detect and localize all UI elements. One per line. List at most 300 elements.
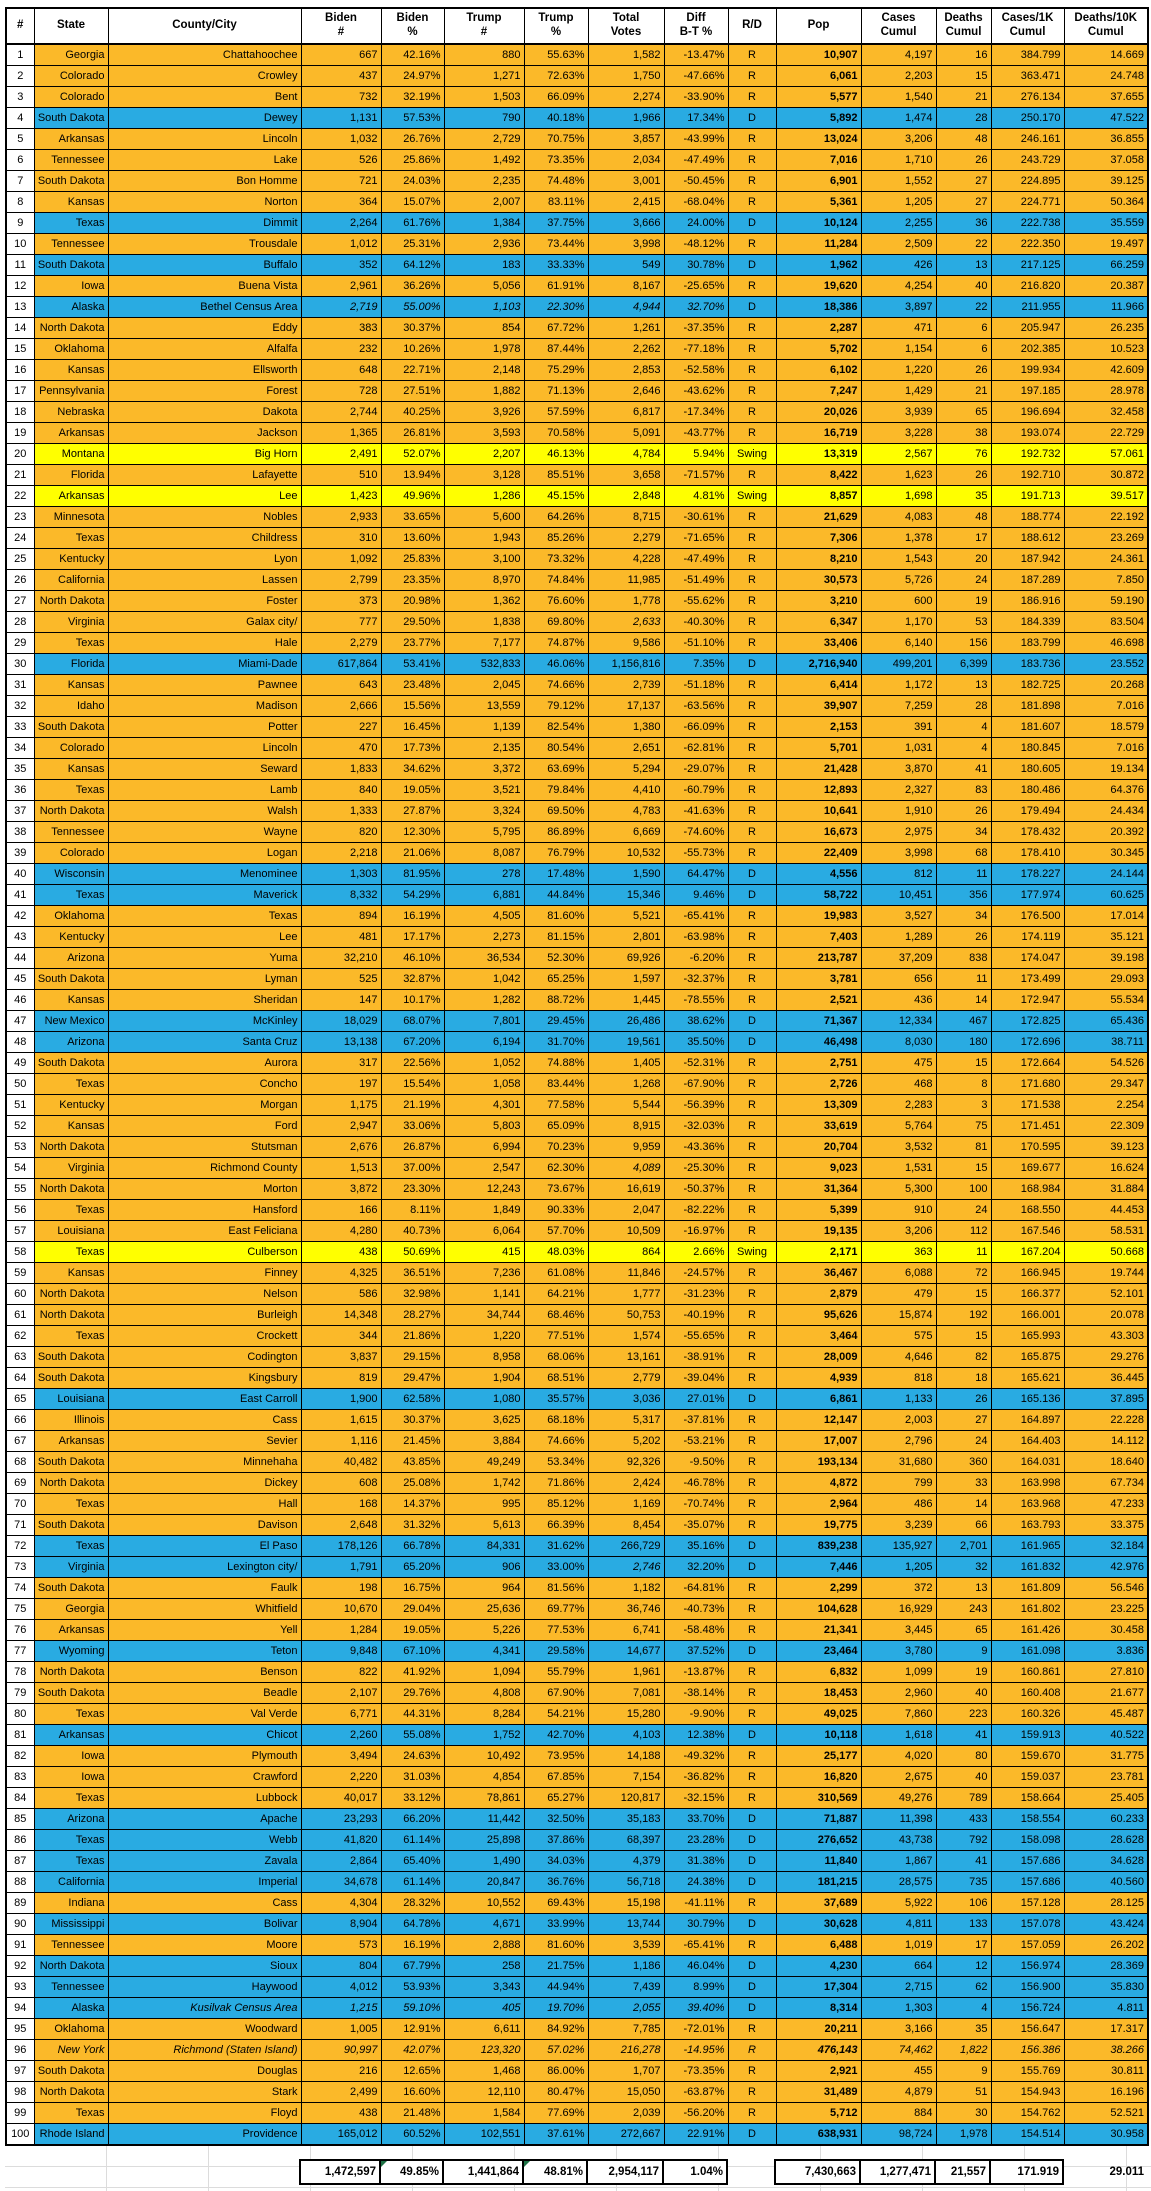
cell-rank[interactable]: 98 bbox=[6, 2082, 34, 2103]
cell-total-votes[interactable]: 2,279 bbox=[588, 528, 664, 549]
cell-trump-pct[interactable]: 17.48% bbox=[524, 864, 588, 885]
cell-trump-votes[interactable]: 1,103 bbox=[444, 297, 524, 318]
cell-deaths-10k[interactable]: 22.228 bbox=[1064, 1410, 1148, 1431]
cell-party[interactable]: R bbox=[728, 1599, 776, 1620]
cell-diff-bt-pct[interactable]: -9.90% bbox=[664, 1704, 728, 1725]
cell-rank[interactable]: 37 bbox=[6, 801, 34, 822]
cell-party[interactable]: D bbox=[728, 255, 776, 276]
cell-trump-pct[interactable]: 57.59% bbox=[524, 402, 588, 423]
cell-biden-pct[interactable]: 81.95% bbox=[381, 864, 444, 885]
cell-trump-pct[interactable]: 85.12% bbox=[524, 1494, 588, 1515]
cell-deaths-cumul[interactable]: 28 bbox=[936, 108, 991, 129]
cell-cases-1k[interactable]: 188.774 bbox=[991, 507, 1064, 528]
cell-party[interactable]: D bbox=[728, 297, 776, 318]
cell-state[interactable]: Texas bbox=[34, 1200, 108, 1221]
cell-state[interactable]: Tennessee bbox=[34, 1935, 108, 1956]
cell-total-votes[interactable]: 6,669 bbox=[588, 822, 664, 843]
cell-cases-cumul[interactable]: 1,698 bbox=[861, 486, 936, 507]
cell-trump-pct[interactable]: 19.70% bbox=[524, 1998, 588, 2019]
cell-pop[interactable]: 19,620 bbox=[776, 276, 861, 297]
cell-biden-pct[interactable]: 36.51% bbox=[381, 1263, 444, 1284]
cell-cases-cumul[interactable]: 468 bbox=[861, 1074, 936, 1095]
cell-trump-votes[interactable]: 3,324 bbox=[444, 801, 524, 822]
cell-party[interactable]: R bbox=[728, 402, 776, 423]
cell-deaths-10k[interactable]: 18.579 bbox=[1064, 717, 1148, 738]
cell-trump-votes[interactable]: 1,468 bbox=[444, 2061, 524, 2082]
cell-biden-pct[interactable]: 37.00% bbox=[381, 1158, 444, 1179]
cell-rank[interactable]: 29 bbox=[6, 633, 34, 654]
cell-diff-bt-pct[interactable]: 24.00% bbox=[664, 213, 728, 234]
cell-cases-1k[interactable]: 193.074 bbox=[991, 423, 1064, 444]
cell-deaths-cumul[interactable]: 6 bbox=[936, 339, 991, 360]
cell-cases-1k[interactable]: 156.647 bbox=[991, 2019, 1064, 2040]
cell-cases-cumul[interactable]: 4,254 bbox=[861, 276, 936, 297]
cell-rank[interactable]: 30 bbox=[6, 654, 34, 675]
cell-diff-bt-pct[interactable]: 17.34% bbox=[664, 108, 728, 129]
cell-trump-votes[interactable]: 2,888 bbox=[444, 1935, 524, 1956]
cell-party[interactable]: R bbox=[728, 1221, 776, 1242]
cell-deaths-cumul[interactable]: 26 bbox=[936, 927, 991, 948]
cell-biden-votes[interactable]: 352 bbox=[301, 255, 381, 276]
cell-pop[interactable]: 10,641 bbox=[776, 801, 861, 822]
cell-deaths-10k[interactable]: 26.202 bbox=[1064, 1935, 1148, 1956]
cell-deaths-10k[interactable]: 22.729 bbox=[1064, 423, 1148, 444]
cell-deaths-10k[interactable]: 40.560 bbox=[1064, 1872, 1148, 1893]
cell-state[interactable]: Iowa bbox=[34, 1746, 108, 1767]
cell-diff-bt-pct[interactable]: 4.81% bbox=[664, 486, 728, 507]
cell-cases-1k[interactable]: 156.900 bbox=[991, 1977, 1064, 1998]
cell-cases-cumul[interactable]: 2,255 bbox=[861, 213, 936, 234]
cell-state[interactable]: North Dakota bbox=[34, 1662, 108, 1683]
cell-rank[interactable]: 19 bbox=[6, 423, 34, 444]
cell-trump-pct[interactable]: 70.23% bbox=[524, 1137, 588, 1158]
cell-biden-pct[interactable]: 25.86% bbox=[381, 150, 444, 171]
cell-total-votes[interactable]: 3,539 bbox=[588, 1935, 664, 1956]
cell-diff-bt-pct[interactable]: -63.56% bbox=[664, 696, 728, 717]
cell-party[interactable]: R bbox=[728, 2103, 776, 2124]
cell-biden-votes[interactable]: 2,491 bbox=[301, 444, 381, 465]
column-header-biden[interactable]: Biden % bbox=[381, 8, 444, 44]
cell-cases-cumul[interactable]: 5,726 bbox=[861, 570, 936, 591]
cell-total-votes[interactable]: 5,544 bbox=[588, 1095, 664, 1116]
cell-deaths-cumul[interactable]: 19 bbox=[936, 591, 991, 612]
cell-deaths-cumul[interactable]: 3 bbox=[936, 1095, 991, 1116]
cell-pop[interactable]: 12,147 bbox=[776, 1410, 861, 1431]
total-pop[interactable]: 7,430,663 bbox=[775, 2160, 860, 2184]
cell-pop[interactable]: 19,983 bbox=[776, 906, 861, 927]
cell-total-votes[interactable]: 10,509 bbox=[588, 1221, 664, 1242]
cell-county[interactable]: Logan bbox=[108, 843, 301, 864]
cell-biden-votes[interactable]: 1,215 bbox=[301, 1998, 381, 2019]
cell-state[interactable]: North Dakota bbox=[34, 591, 108, 612]
cell-total-votes[interactable]: 1,778 bbox=[588, 591, 664, 612]
cell-party[interactable]: R bbox=[728, 1158, 776, 1179]
cell-cases-1k[interactable]: 163.968 bbox=[991, 1494, 1064, 1515]
cell-pop[interactable]: 6,832 bbox=[776, 1662, 861, 1683]
cell-cases-cumul[interactable]: 600 bbox=[861, 591, 936, 612]
cell-state[interactable]: North Dakota bbox=[34, 1473, 108, 1494]
cell-total-votes[interactable]: 7,439 bbox=[588, 1977, 664, 1998]
cell-trump-pct[interactable]: 82.54% bbox=[524, 717, 588, 738]
cell-cases-cumul[interactable]: 10,451 bbox=[861, 885, 936, 906]
cell-trump-votes[interactable]: 964 bbox=[444, 1578, 524, 1599]
cell-party[interactable]: R bbox=[728, 1494, 776, 1515]
cell-rank[interactable]: 77 bbox=[6, 1641, 34, 1662]
cell-trump-votes[interactable]: 790 bbox=[444, 108, 524, 129]
cell-total-votes[interactable]: 14,188 bbox=[588, 1746, 664, 1767]
cell-party[interactable]: R bbox=[728, 843, 776, 864]
cell-biden-pct[interactable]: 22.71% bbox=[381, 360, 444, 381]
cell-total-votes[interactable]: 1,186 bbox=[588, 1956, 664, 1977]
cell-total-votes[interactable]: 1,169 bbox=[588, 1494, 664, 1515]
cell-rank[interactable]: 38 bbox=[6, 822, 34, 843]
cell-state[interactable]: California bbox=[34, 1872, 108, 1893]
cell-deaths-10k[interactable]: 45.487 bbox=[1064, 1704, 1148, 1725]
cell-trump-pct[interactable]: 57.02% bbox=[524, 2040, 588, 2061]
cell-total-votes[interactable]: 8,167 bbox=[588, 276, 664, 297]
cell-pop[interactable]: 33,406 bbox=[776, 633, 861, 654]
cell-biden-votes[interactable]: 3,872 bbox=[301, 1179, 381, 1200]
column-header-diff[interactable]: Diff B-T % bbox=[664, 8, 728, 44]
cell-biden-votes[interactable]: 2,107 bbox=[301, 1683, 381, 1704]
cell-state[interactable]: Arkansas bbox=[34, 486, 108, 507]
cell-trump-pct[interactable]: 65.09% bbox=[524, 1116, 588, 1137]
cell-rank[interactable]: 18 bbox=[6, 402, 34, 423]
cell-biden-pct[interactable]: 23.48% bbox=[381, 675, 444, 696]
cell-trump-pct[interactable]: 63.69% bbox=[524, 759, 588, 780]
cell-diff-bt-pct[interactable]: -6.20% bbox=[664, 948, 728, 969]
cell-pop[interactable]: 31,364 bbox=[776, 1179, 861, 1200]
cell-diff-bt-pct[interactable]: -77.18% bbox=[664, 339, 728, 360]
cell-pop[interactable]: 17,304 bbox=[776, 1977, 861, 1998]
cell-trump-pct[interactable]: 44.84% bbox=[524, 885, 588, 906]
cell-trump-votes[interactable]: 2,045 bbox=[444, 675, 524, 696]
cell-trump-votes[interactable]: 4,808 bbox=[444, 1683, 524, 1704]
cell-biden-votes[interactable]: 41,820 bbox=[301, 1830, 381, 1851]
cell-biden-votes[interactable]: 13,138 bbox=[301, 1032, 381, 1053]
cell-rank[interactable]: 22 bbox=[6, 486, 34, 507]
cell-deaths-cumul[interactable]: 6,399 bbox=[936, 654, 991, 675]
cell-cases-cumul[interactable]: 812 bbox=[861, 864, 936, 885]
cell-cases-1k[interactable]: 171.680 bbox=[991, 1074, 1064, 1095]
cell-trump-votes[interactable]: 880 bbox=[444, 44, 524, 66]
cell-trump-votes[interactable]: 1,271 bbox=[444, 66, 524, 87]
cell-biden-pct[interactable]: 65.20% bbox=[381, 1557, 444, 1578]
cell-deaths-10k[interactable]: 26.235 bbox=[1064, 318, 1148, 339]
cell-pop[interactable]: 36,467 bbox=[776, 1263, 861, 1284]
cell-biden-votes[interactable]: 1,513 bbox=[301, 1158, 381, 1179]
cell-total-votes[interactable]: 11,846 bbox=[588, 1263, 664, 1284]
cell-county[interactable]: Cass bbox=[108, 1893, 301, 1914]
cell-rank[interactable]: 17 bbox=[6, 381, 34, 402]
cell-deaths-10k[interactable]: 20.387 bbox=[1064, 276, 1148, 297]
cell-deaths-cumul[interactable]: 35 bbox=[936, 486, 991, 507]
cell-rank[interactable]: 45 bbox=[6, 969, 34, 990]
cell-party[interactable]: D bbox=[728, 1851, 776, 1872]
cell-pop[interactable]: 7,016 bbox=[776, 150, 861, 171]
cell-cases-cumul[interactable]: 799 bbox=[861, 1473, 936, 1494]
cell-deaths-cumul[interactable]: 14 bbox=[936, 990, 991, 1011]
cell-trump-votes[interactable]: 1,042 bbox=[444, 969, 524, 990]
cell-pop[interactable]: 10,118 bbox=[776, 1725, 861, 1746]
cell-biden-votes[interactable]: 1,333 bbox=[301, 801, 381, 822]
cell-pop[interactable]: 20,211 bbox=[776, 2019, 861, 2040]
cell-rank[interactable]: 3 bbox=[6, 87, 34, 108]
cell-state[interactable]: Arkansas bbox=[34, 1725, 108, 1746]
cell-county[interactable]: Hale bbox=[108, 633, 301, 654]
cell-trump-pct[interactable]: 68.18% bbox=[524, 1410, 588, 1431]
cell-rank[interactable]: 79 bbox=[6, 1683, 34, 1704]
cell-rank[interactable]: 61 bbox=[6, 1305, 34, 1326]
cell-cases-1k[interactable]: 165.136 bbox=[991, 1389, 1064, 1410]
cell-state[interactable]: South Dakota bbox=[34, 108, 108, 129]
cell-party[interactable]: R bbox=[728, 1284, 776, 1305]
cell-deaths-10k[interactable]: 19.134 bbox=[1064, 759, 1148, 780]
cell-trump-votes[interactable]: 1,058 bbox=[444, 1074, 524, 1095]
cell-county[interactable]: Providence bbox=[108, 2124, 301, 2146]
cell-trump-pct[interactable]: 46.13% bbox=[524, 444, 588, 465]
cell-pop[interactable]: 6,061 bbox=[776, 66, 861, 87]
cell-county[interactable]: Trousdale bbox=[108, 234, 301, 255]
cell-county[interactable]: Floyd bbox=[108, 2103, 301, 2124]
cell-party[interactable]: D bbox=[728, 1977, 776, 1998]
cell-deaths-cumul[interactable]: 467 bbox=[936, 1011, 991, 1032]
cell-cases-cumul[interactable]: 1,019 bbox=[861, 1935, 936, 1956]
cell-pop[interactable]: 3,210 bbox=[776, 591, 861, 612]
cell-total-votes[interactable]: 1,445 bbox=[588, 990, 664, 1011]
cell-pop[interactable]: 6,861 bbox=[776, 1389, 861, 1410]
cell-rank[interactable]: 43 bbox=[6, 927, 34, 948]
cell-pop[interactable]: 18,386 bbox=[776, 297, 861, 318]
cell-biden-pct[interactable]: 32.98% bbox=[381, 1284, 444, 1305]
cell-cases-1k[interactable]: 154.762 bbox=[991, 2103, 1064, 2124]
cell-biden-votes[interactable]: 197 bbox=[301, 1074, 381, 1095]
cell-deaths-cumul[interactable]: 26 bbox=[936, 465, 991, 486]
cell-biden-pct[interactable]: 49.96% bbox=[381, 486, 444, 507]
cell-party[interactable]: D bbox=[728, 1809, 776, 1830]
cell-biden-votes[interactable]: 198 bbox=[301, 1578, 381, 1599]
cell-cases-cumul[interactable]: 2,960 bbox=[861, 1683, 936, 1704]
cell-trump-votes[interactable]: 8,284 bbox=[444, 1704, 524, 1725]
cell-diff-bt-pct[interactable]: 12.38% bbox=[664, 1725, 728, 1746]
cell-cases-1k[interactable]: 180.845 bbox=[991, 738, 1064, 759]
cell-deaths-10k[interactable]: 29.347 bbox=[1064, 1074, 1148, 1095]
cell-rank[interactable]: 87 bbox=[6, 1851, 34, 1872]
cell-county[interactable]: Richmond (Staten Island) bbox=[108, 2040, 301, 2061]
cell-biden-pct[interactable]: 67.10% bbox=[381, 1641, 444, 1662]
cell-trump-pct[interactable]: 72.63% bbox=[524, 66, 588, 87]
cell-county[interactable]: Haywood bbox=[108, 1977, 301, 1998]
cell-rank[interactable]: 21 bbox=[6, 465, 34, 486]
cell-trump-votes[interactable]: 3,625 bbox=[444, 1410, 524, 1431]
cell-state[interactable]: Texas bbox=[34, 1830, 108, 1851]
cell-deaths-10k[interactable]: 2.254 bbox=[1064, 1095, 1148, 1116]
cell-biden-votes[interactable]: 227 bbox=[301, 717, 381, 738]
cell-cases-1k[interactable]: 156.974 bbox=[991, 1956, 1064, 1977]
cell-trump-pct[interactable]: 64.26% bbox=[524, 507, 588, 528]
cell-trump-pct[interactable]: 21.75% bbox=[524, 1956, 588, 1977]
cell-biden-pct[interactable]: 24.03% bbox=[381, 171, 444, 192]
cell-county[interactable]: Woodward bbox=[108, 2019, 301, 2040]
cell-biden-votes[interactable]: 364 bbox=[301, 192, 381, 213]
cell-trump-pct[interactable]: 81.15% bbox=[524, 927, 588, 948]
cell-cases-cumul[interactable]: 4,083 bbox=[861, 507, 936, 528]
cell-cases-1k[interactable]: 250.170 bbox=[991, 108, 1064, 129]
cell-biden-votes[interactable]: 2,799 bbox=[301, 570, 381, 591]
cell-cases-cumul[interactable]: 3,206 bbox=[861, 129, 936, 150]
cell-total-votes[interactable]: 4,089 bbox=[588, 1158, 664, 1179]
cell-biden-pct[interactable]: 33.65% bbox=[381, 507, 444, 528]
cell-cases-cumul[interactable]: 426 bbox=[861, 255, 936, 276]
cell-biden-votes[interactable]: 14,348 bbox=[301, 1305, 381, 1326]
cell-pop[interactable]: 18,453 bbox=[776, 1683, 861, 1704]
cell-cases-cumul[interactable]: 3,780 bbox=[861, 1641, 936, 1662]
cell-trump-pct[interactable]: 73.32% bbox=[524, 549, 588, 570]
cell-cases-cumul[interactable]: 2,715 bbox=[861, 1977, 936, 1998]
cell-state[interactable]: Louisiana bbox=[34, 1221, 108, 1242]
cell-total-votes[interactable]: 3,998 bbox=[588, 234, 664, 255]
cell-rank[interactable]: 97 bbox=[6, 2061, 34, 2082]
cell-deaths-cumul[interactable]: 65 bbox=[936, 1620, 991, 1641]
cell-deaths-10k[interactable]: 23.552 bbox=[1064, 654, 1148, 675]
cell-cases-1k[interactable]: 211.955 bbox=[991, 297, 1064, 318]
cell-county[interactable]: Lincoln bbox=[108, 129, 301, 150]
cell-deaths-10k[interactable]: 14.112 bbox=[1064, 1431, 1148, 1452]
cell-rank[interactable]: 83 bbox=[6, 1767, 34, 1788]
cell-cases-1k[interactable]: 172.947 bbox=[991, 990, 1064, 1011]
cell-trump-pct[interactable]: 71.13% bbox=[524, 381, 588, 402]
cell-total-votes[interactable]: 1,597 bbox=[588, 969, 664, 990]
cell-biden-pct[interactable]: 28.27% bbox=[381, 1305, 444, 1326]
cell-county[interactable]: Pawnee bbox=[108, 675, 301, 696]
cell-diff-bt-pct[interactable]: 46.04% bbox=[664, 1956, 728, 1977]
cell-cases-cumul[interactable]: 4,879 bbox=[861, 2082, 936, 2103]
cell-trump-pct[interactable]: 79.84% bbox=[524, 780, 588, 801]
cell-total-votes[interactable]: 8,915 bbox=[588, 1116, 664, 1137]
cell-pop[interactable]: 1,962 bbox=[776, 255, 861, 276]
cell-party[interactable]: R bbox=[728, 906, 776, 927]
cell-state[interactable]: Kansas bbox=[34, 990, 108, 1011]
cell-total-votes[interactable]: 2,034 bbox=[588, 150, 664, 171]
cell-trump-pct[interactable]: 73.95% bbox=[524, 1746, 588, 1767]
cell-trump-pct[interactable]: 88.72% bbox=[524, 990, 588, 1011]
cell-cases-1k[interactable]: 161.965 bbox=[991, 1536, 1064, 1557]
cell-deaths-10k[interactable]: 14.669 bbox=[1064, 44, 1148, 66]
cell-biden-pct[interactable]: 32.87% bbox=[381, 969, 444, 990]
cell-biden-votes[interactable]: 40,482 bbox=[301, 1452, 381, 1473]
cell-diff-bt-pct[interactable]: 5.94% bbox=[664, 444, 728, 465]
cell-party[interactable]: R bbox=[728, 1200, 776, 1221]
cell-trump-pct[interactable]: 65.27% bbox=[524, 1788, 588, 1809]
cell-total-votes[interactable]: 2,651 bbox=[588, 738, 664, 759]
cell-cases-1k[interactable]: 170.595 bbox=[991, 1137, 1064, 1158]
cell-rank[interactable]: 33 bbox=[6, 717, 34, 738]
cell-deaths-cumul[interactable]: 81 bbox=[936, 1137, 991, 1158]
cell-cases-1k[interactable]: 157.686 bbox=[991, 1851, 1064, 1872]
cell-deaths-10k[interactable]: 52.101 bbox=[1064, 1284, 1148, 1305]
cell-state[interactable]: Arizona bbox=[34, 1032, 108, 1053]
cell-pop[interactable]: 21,629 bbox=[776, 507, 861, 528]
cell-county[interactable]: Forest bbox=[108, 381, 301, 402]
cell-diff-bt-pct[interactable]: -47.49% bbox=[664, 150, 728, 171]
cell-pop[interactable]: 71,367 bbox=[776, 1011, 861, 1032]
cell-total-votes[interactable]: 4,103 bbox=[588, 1725, 664, 1746]
cell-party[interactable]: R bbox=[728, 1095, 776, 1116]
cell-trump-pct[interactable]: 76.79% bbox=[524, 843, 588, 864]
cell-cases-1k[interactable]: 217.125 bbox=[991, 255, 1064, 276]
cell-cases-cumul[interactable]: 2,327 bbox=[861, 780, 936, 801]
cell-biden-pct[interactable]: 64.78% bbox=[381, 1914, 444, 1935]
cell-deaths-10k[interactable]: 25.405 bbox=[1064, 1788, 1148, 1809]
cell-deaths-10k[interactable]: 23.781 bbox=[1064, 1767, 1148, 1788]
cell-biden-pct[interactable]: 53.93% bbox=[381, 1977, 444, 1998]
cell-pop[interactable]: 7,306 bbox=[776, 528, 861, 549]
cell-state[interactable]: Virginia bbox=[34, 1158, 108, 1179]
cell-cases-cumul[interactable]: 12,334 bbox=[861, 1011, 936, 1032]
cell-biden-pct[interactable]: 60.52% bbox=[381, 2124, 444, 2146]
cell-biden-pct[interactable]: 16.45% bbox=[381, 717, 444, 738]
cell-party[interactable]: R bbox=[728, 633, 776, 654]
cell-biden-pct[interactable]: 55.00% bbox=[381, 297, 444, 318]
cell-party[interactable]: D bbox=[728, 1872, 776, 1893]
cell-total-votes[interactable]: 2,739 bbox=[588, 675, 664, 696]
cell-trump-pct[interactable]: 53.34% bbox=[524, 1452, 588, 1473]
cell-party[interactable]: R bbox=[728, 66, 776, 87]
cell-deaths-10k[interactable]: 60.233 bbox=[1064, 1809, 1148, 1830]
cell-pop[interactable]: 13,309 bbox=[776, 1095, 861, 1116]
cell-deaths-cumul[interactable]: 26 bbox=[936, 360, 991, 381]
cell-cases-1k[interactable]: 155.769 bbox=[991, 2061, 1064, 2082]
cell-biden-votes[interactable]: 6,771 bbox=[301, 1704, 381, 1725]
cell-pop[interactable]: 5,892 bbox=[776, 108, 861, 129]
cell-party[interactable]: R bbox=[728, 1326, 776, 1347]
cell-county[interactable]: Benson bbox=[108, 1662, 301, 1683]
cell-deaths-cumul[interactable]: 51 bbox=[936, 2082, 991, 2103]
cell-rank[interactable]: 99 bbox=[6, 2103, 34, 2124]
cell-cases-1k[interactable]: 157.059 bbox=[991, 1935, 1064, 1956]
cell-party[interactable]: R bbox=[728, 1053, 776, 1074]
cell-county[interactable]: Dakota bbox=[108, 402, 301, 423]
cell-pop[interactable]: 3,781 bbox=[776, 969, 861, 990]
cell-cases-1k[interactable]: 196.694 bbox=[991, 402, 1064, 423]
cell-state[interactable]: Montana bbox=[34, 444, 108, 465]
cell-trump-pct[interactable]: 67.72% bbox=[524, 318, 588, 339]
cell-party[interactable]: R bbox=[728, 2082, 776, 2103]
cell-party[interactable]: D bbox=[728, 1914, 776, 1935]
cell-cases-cumul[interactable]: 2,675 bbox=[861, 1767, 936, 1788]
cell-diff-bt-pct[interactable]: 8.99% bbox=[664, 1977, 728, 1998]
cell-cases-cumul[interactable]: 28,575 bbox=[861, 1872, 936, 1893]
cell-total-votes[interactable]: 2,047 bbox=[588, 1200, 664, 1221]
cell-pop[interactable]: 23,464 bbox=[776, 1641, 861, 1662]
cell-deaths-10k[interactable]: 47.522 bbox=[1064, 108, 1148, 129]
cell-biden-votes[interactable]: 2,744 bbox=[301, 402, 381, 423]
cell-party[interactable]: R bbox=[728, 1767, 776, 1788]
cell-diff-bt-pct[interactable]: 37.52% bbox=[664, 1641, 728, 1662]
cell-trump-pct[interactable]: 85.26% bbox=[524, 528, 588, 549]
cell-biden-votes[interactable]: 3,837 bbox=[301, 1347, 381, 1368]
cell-trump-votes[interactable]: 258 bbox=[444, 1956, 524, 1977]
cell-county[interactable]: Maverick bbox=[108, 885, 301, 906]
cell-total-votes[interactable]: 2,779 bbox=[588, 1368, 664, 1389]
cell-deaths-10k[interactable]: 57.061 bbox=[1064, 444, 1148, 465]
cell-deaths-cumul[interactable]: 38 bbox=[936, 423, 991, 444]
cell-diff-bt-pct[interactable]: -55.73% bbox=[664, 843, 728, 864]
cell-rank[interactable]: 53 bbox=[6, 1137, 34, 1158]
cell-biden-votes[interactable]: 667 bbox=[301, 44, 381, 66]
cell-deaths-cumul[interactable]: 243 bbox=[936, 1599, 991, 1620]
cell-trump-pct[interactable]: 52.30% bbox=[524, 948, 588, 969]
